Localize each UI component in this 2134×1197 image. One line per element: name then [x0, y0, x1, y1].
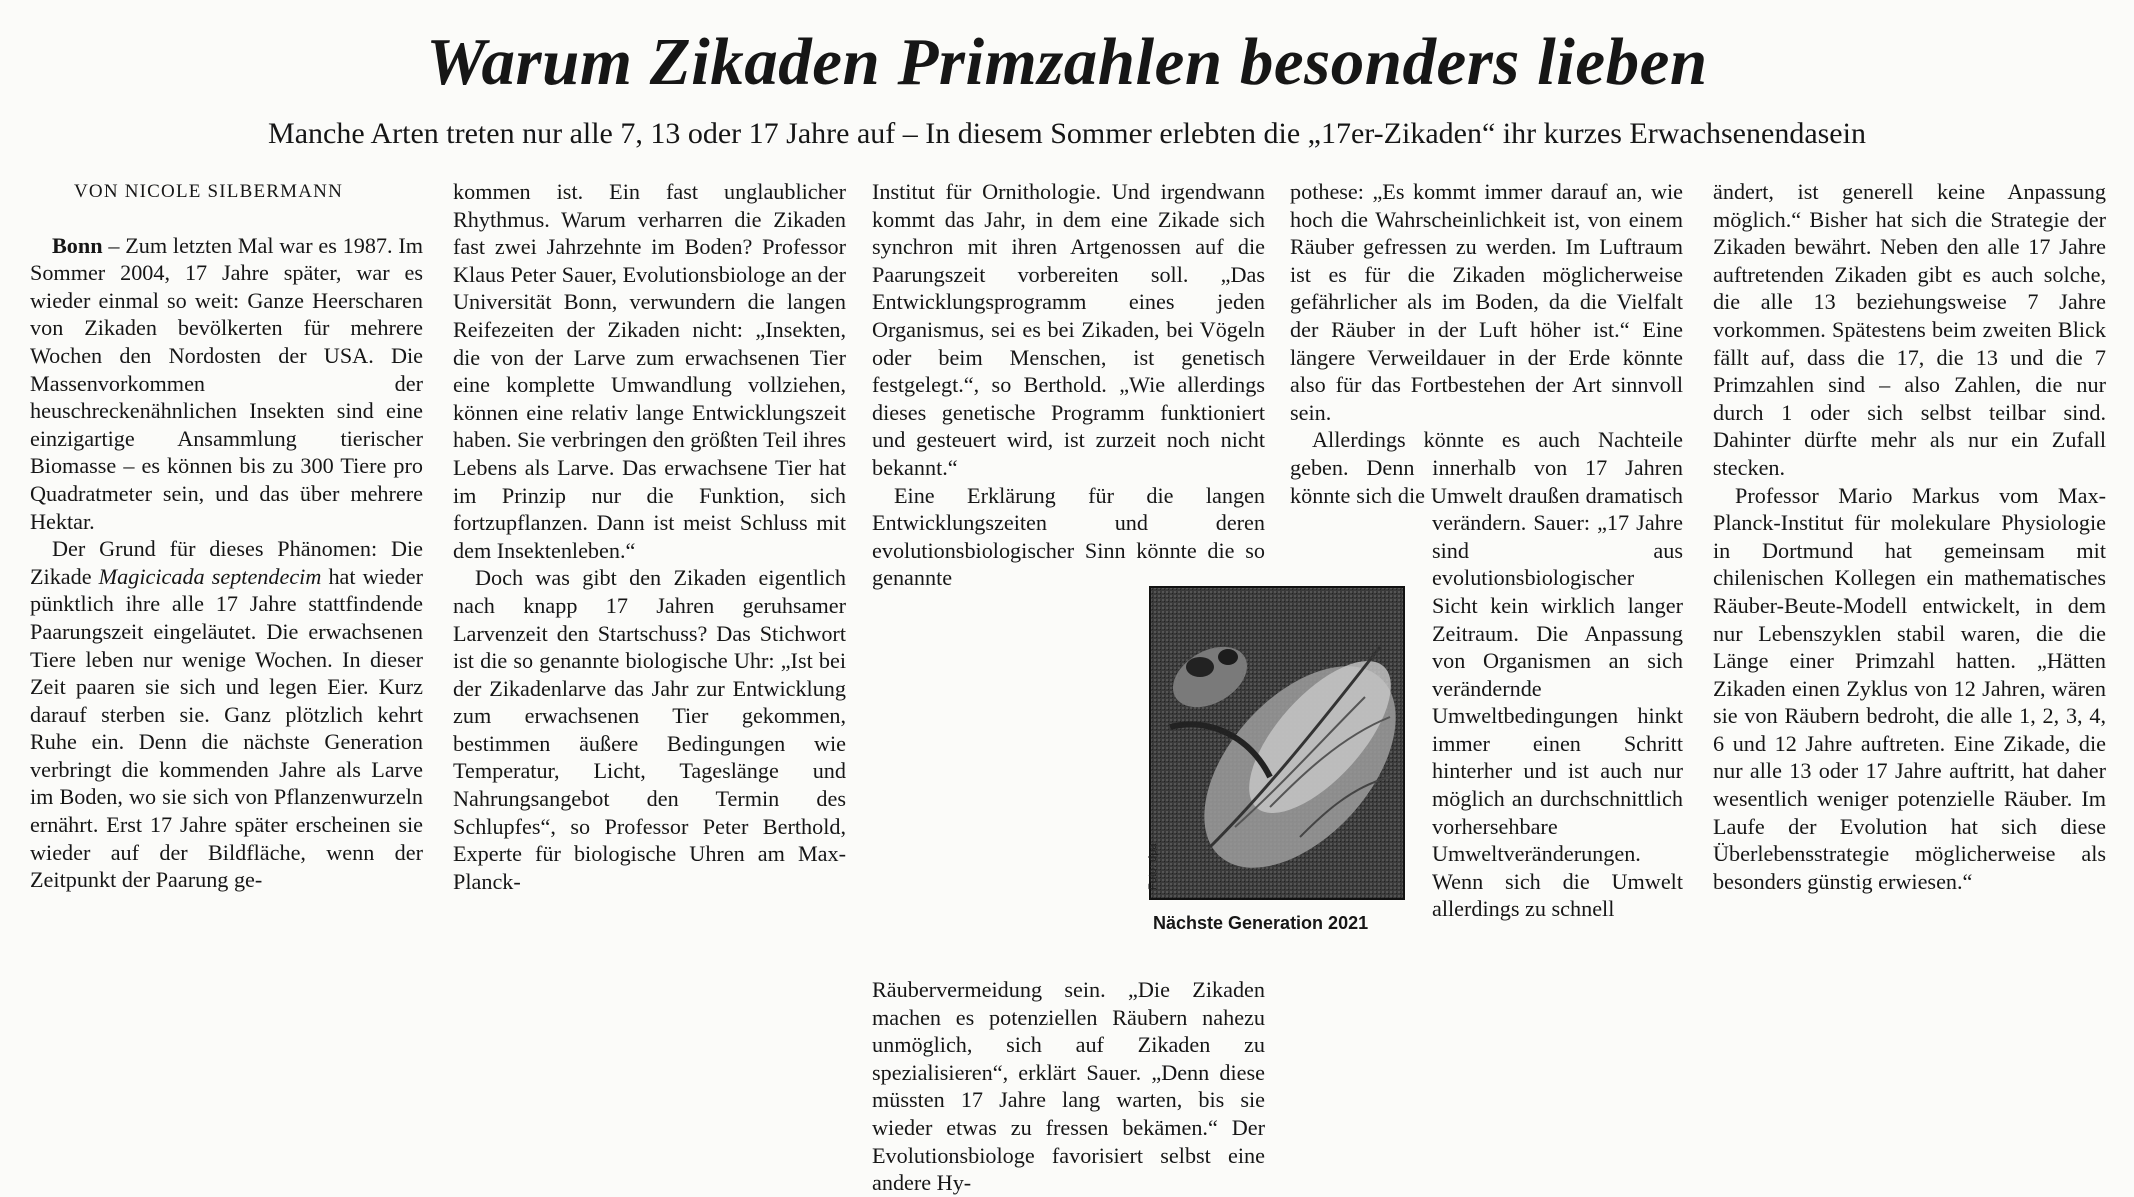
paragraph: Institut für Ornithologie. Und irgendwann kommt das Jahr, in dem eine Zikade sich synchron mit ihren Artgenossen auf die Paarungszeit vorbereiten soll. „Das Entwicklungsprogramm eines jeden Organismus, sei es bei Zikaden, bei Vögeln oder beim Menschen, ist genetisch festgelegt.“, so Berthold. „Wie allerdings dieses genetische Programm funktioniert und gesteuert wird, ist zurzeit noch nicht bekannt.“ [872, 179, 1265, 480]
paragraph: Allerdings könnte es auch Nachteile geben. Denn innerhalb von 17 Jahren könnte sich die Umwelt draußen dramatisch verändern. Sauer: „17 Jahre sind aus evolutionsbiologischer Sicht kein wirklich langer Zeitraum. Die Anpassung von Organismen an sich verändernde Umweltbedingungen hinkt immer einen Schritt hinterher und ist auch nur möglich an durchschnittlich vorhersehbare Umweltveränderungen. Wenn sich die Umwelt allerdings zu schnell [1290, 427, 1683, 922]
headline: Warum Zikaden Primzahlen besonders lieben [426, 25, 1708, 99]
photo-credit: Foto: dpa [1147, 843, 1159, 890]
paragraph: kommen ist. Ein fast unglaublicher Rhythmus. Warum verharren die Zikaden fast zwei Jahrzehnte im Boden? Professor Klaus Peter Sauer, Evolutionsbiologe an der Universität Bonn, verwundern die langen Reifezeiten der Zikaden nicht: „Insekten, die von der Larve zum erwachsenen Tier eine komplette Umwandlung vollziehen, können eine relativ lange Entwicklungszeit haben. Sie verbringen den größten Teil ihres Lebens als Larve. Das erwachsene Tier hat im Prinzip nur die Funktion, sich fortzupflanzen. Dann ist meist Schluss mit dem Insektenleben.“ [453, 179, 846, 563]
article-column-5 [1713, 178, 2106, 968]
paragraph: Professor Mario Markus vom Max-Planck-Institut für molekulare Physiologie in Dortmund hat gemeinsam mit chilenischen Kollegen ein mathematisches Räuber-Beute-Modell entwickelt, in dem nur Lebenszyklen stabil waren, die die Länge einer Primzahl hatten. „Hätten Zikaden einen Zyklus von 12 Jahren, wären sie von Räubern bedroht, die alle 1, 2, 3, 4, 6 und 12 Jahre auftreten. Eine Zikade, die nur alle 13 oder 17 Jahre auftritt, hat daher wesentlich weniger potenzielle Räuber. Im Laufe der Evolution hat sich diese Überlebensstrategie möglicherweise als besonders günstig erwiesen.“ [1713, 482, 2106, 894]
species-name: Magicicada septendecim [98, 563, 322, 589]
paragraph-text: – Zum letzten Mal war es 1987. Im Sommer 2004, 17 Jahre später, war es wieder einmal so weit: Ganze Heerscharen von Zikaden bevölkerten für mehrere Wochen den Nordosten der USA. Die Massenvorkommen der heuschreckenähnlichen Insekten sind eine einzigartige Ansammlung tierischer Biomasse – es können bis zu 300 Tiere pro Quadratmeter sein, und das über mehrere Hektar. [30, 232, 423, 534]
cicada-photo-image [1150, 587, 1404, 907]
paragraph: ändert, ist generell keine Anpassung möglich.“ Bisher hat sich die Strategie der Zikaden bewährt. Neben den alle 17 Jahre auftretenden Zikaden gibt es auch solche, die alle 13 beziehungsweise 7 Jahre vorkommen. Spätestens beim zweiten Blick fällt auf, dass die 17, die 13 und die 7 Primzahlen sind – also Zahlen, die nur durch 1 oder sich selbst teilbar sind. Dahinter dürfte mehr als nur ein Zufall stecken. [1713, 179, 2106, 480]
paragraph-text: Der Grund für dieses Phänomen: Die Zikade [30, 536, 423, 589]
subheadline: Manche Arten treten nur alle 7, 13 oder 17 Jahre auf – In diesem Sommer erlebten die „17er-Zikaden“ ihr kurzes Erwachsenendasein [268, 117, 1866, 150]
paragraph-text: hat wieder pünktlich ihre alle 17 Jahre stattfindende Paarungszeit eingeläutet. Die erwachsenen Tiere leben nur wenige Wochen. In dieser Zeit paaren sie sich und legen Eier. Kurz darauf sterben sie. Ganz plötzlich kehrt Ruhe ein. Denn die nächste Generation verbringt die kommenden Jahre als Larve im Boden, wo sie sich von Pflanzenwurzeln ernährt. Erst 17 Jahre später erscheinen sie wieder auf der Bildfläche, wenn der Zeitpunkt der Paarung ge- [30, 563, 423, 893]
cicada-photo [1150, 587, 1404, 929]
paragraph [30, 535, 423, 894]
paragraph: Doch was gibt den Zikaden eigentlich nach knapp 17 Jahren geruhsamer Larvenzeit den Startschuss? Das Stichwort ist die so genannte biologische Uhr: „Ist bei der Zikadenlarve das Jahr zur Entwicklung zum erwachsenen Tier gekommen, bestimmen äußere Bedingungen wie Temperatur, Licht, Tageslänge und Nahrungsangebot den Termin des Schlupfes“, so Professor Peter Berthold, Experte für biologische Uhren am Max-Planck- [453, 565, 846, 894]
article-column-2 [453, 178, 846, 968]
dateline: Bonn [52, 232, 103, 258]
paragraph: pothese: „Es kommt immer darauf an, wie hoch die Wahrscheinlichkeit ist, von einem Räuber gefressen zu werden. Im Luftraum ist es für die Zikaden möglicherweise gefährlicher als im Boden, da die Vielfalt der Räuber in der Luft höher ist.“ Eine längere Verweildauer in der Erde könnte also für das Fortbestehen der Art sinnvoll sein. [1290, 179, 1683, 425]
paragraph: Eine Erklärung für die langen Entwicklungszeiten und deren evolutionsbiologischer Sinn könnte die so genannte Räubervermeidung sein. „Die Zikaden machen es potenziellen Räubern nahezu unmöglich, sich auf Zikaden zu spezialisieren“, erklärt Sauer. „Denn diese müssten 17 Jahre lang warten, bis sie wieder etwas zu fressen bekämen.“ Der Evolutionsbiologe favorisiert selbst eine andere Hy- [872, 482, 1265, 1196]
paragraph [30, 232, 423, 536]
article-column-1 [30, 178, 423, 968]
byline: VON NICOLE SILBERMANN [74, 181, 344, 202]
photo-caption: Nächste Generation 2021 [1153, 913, 1369, 933]
